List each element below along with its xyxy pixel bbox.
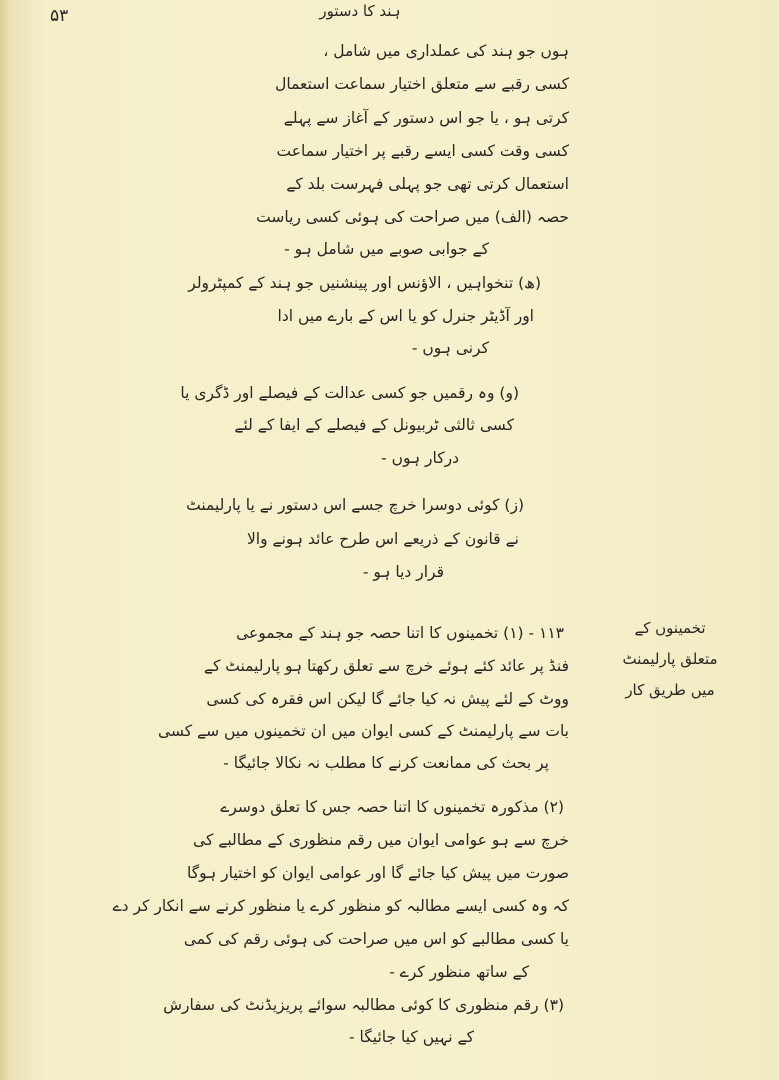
page-number: ۵۳ [50,6,69,26]
margin-note-line: تخمینوں کے [634,619,706,637]
section-113-line: ۱۱۳ - (۱) تخمینوں کا اتنا حصہ جو ہند کے مجموعی [236,624,564,642]
clause-e-line: اور آڈیٹر جنرل کو یا اس کے بارے میں ادا [277,307,534,325]
subsection-3-line: (۳) رقم منظوری کا کوئی مطالبہ سوائے پریزیڈنٹ کی سفارش [163,996,564,1014]
text-line: استعمال کرتی تھی جو پہلی فہرست بلد کے [286,175,569,193]
subsection-2-line: کے ساتھ منظور کرے - [389,963,529,981]
clause-f-line: (و) وہ رقمیں جو کسی عدالت کے فیصلے اور ڈگری یا [180,384,519,402]
subsection-3-line: کے نہیں کیا جائیگا - [349,1028,474,1046]
subsection-2-line: یا کسی مطالبے کو اس میں صراحت کی ہوئی رقم کی کمی [183,930,569,948]
clause-g-line: (ز) کوئی دوسرا خرچ جسے اس دستور نے یا پارلیمنٹ [186,496,524,514]
running-head: ہند کا دستور [319,2,401,20]
page-header [0,2,779,28]
section-113-line: ووٹ کے لئے پیش نہ کیا جائے گا لیکن اس فقرہ کی کسی [206,690,569,708]
subsection-2-line: (۲) مذکورہ تخمینوں کا اتنا حصہ جس کا تعلق دوسرے [220,798,564,816]
text-line: کسی رقبے سے متعلق اختیار سماعت استعمال [275,75,569,93]
margin-note-line: میں طریق کار [625,681,715,699]
clause-f-line: کسی ثالثی ٹربیونل کے فیصلے کے ایفا کے لئے [234,416,514,434]
section-113-line: بات سے پارلیمنٹ کے کسی ایوان میں ان تخمینوں میں سے کسی [157,722,569,740]
clause-f-line: درکار ہوں - [381,449,459,467]
subsection-2-line: کہ وہ کسی ایسے مطالبہ کو منظور کرے یا منظور کرنے سے انکار کر دے [112,897,569,915]
clause-e-line: کرنی ہوں - [411,339,489,357]
clause-g-line: قرار دیا ہو - [362,563,444,581]
margin-note-line: متعلق پارلیمنٹ [622,650,718,668]
text-line: کسی وقت کسی ایسے رقبے پر اختیار سماعت [276,142,569,160]
page-edge-shadow [0,0,10,1080]
clause-e-line: (ھ) تنخواہیں ، الاؤنس اور پینشنیں جو ہند کے کمپٹرولر [188,274,541,292]
subsection-2-line: خرچ سے ہو عوامی ایوان میں رقم منظوری کے مطالبے کی [193,831,569,849]
text-line: کرتی ہو ، یا جو اس دستور کے آغاز سے پہلے [283,109,569,127]
subsection-2-line: صورت میں پیش کیا جائے گا اور عوامی ایوان کو اختیار ہوگا [187,864,569,882]
section-113-line: پر بحث کی ممانعت کرنے کا مطلب نہ نکالا جائیگا - [223,754,549,772]
text-line: کے جوابی صوبے میں شامل ہو - [284,240,489,258]
text-line: ہوں جو ہند کی عملداری میں شامل ، [323,42,569,60]
clause-g-line: نے قانون کے ذریعے اس طرح عائد ہونے والا [246,530,519,548]
text-line: حصہ (الف) میں صراحت کی ہوئی کسی ریاست [256,208,569,226]
section-113-line: فنڈ پر عائد کئے ہوئے خرچ سے تعلق رکھتا ہو پارلیمنٹ کے [203,657,569,675]
